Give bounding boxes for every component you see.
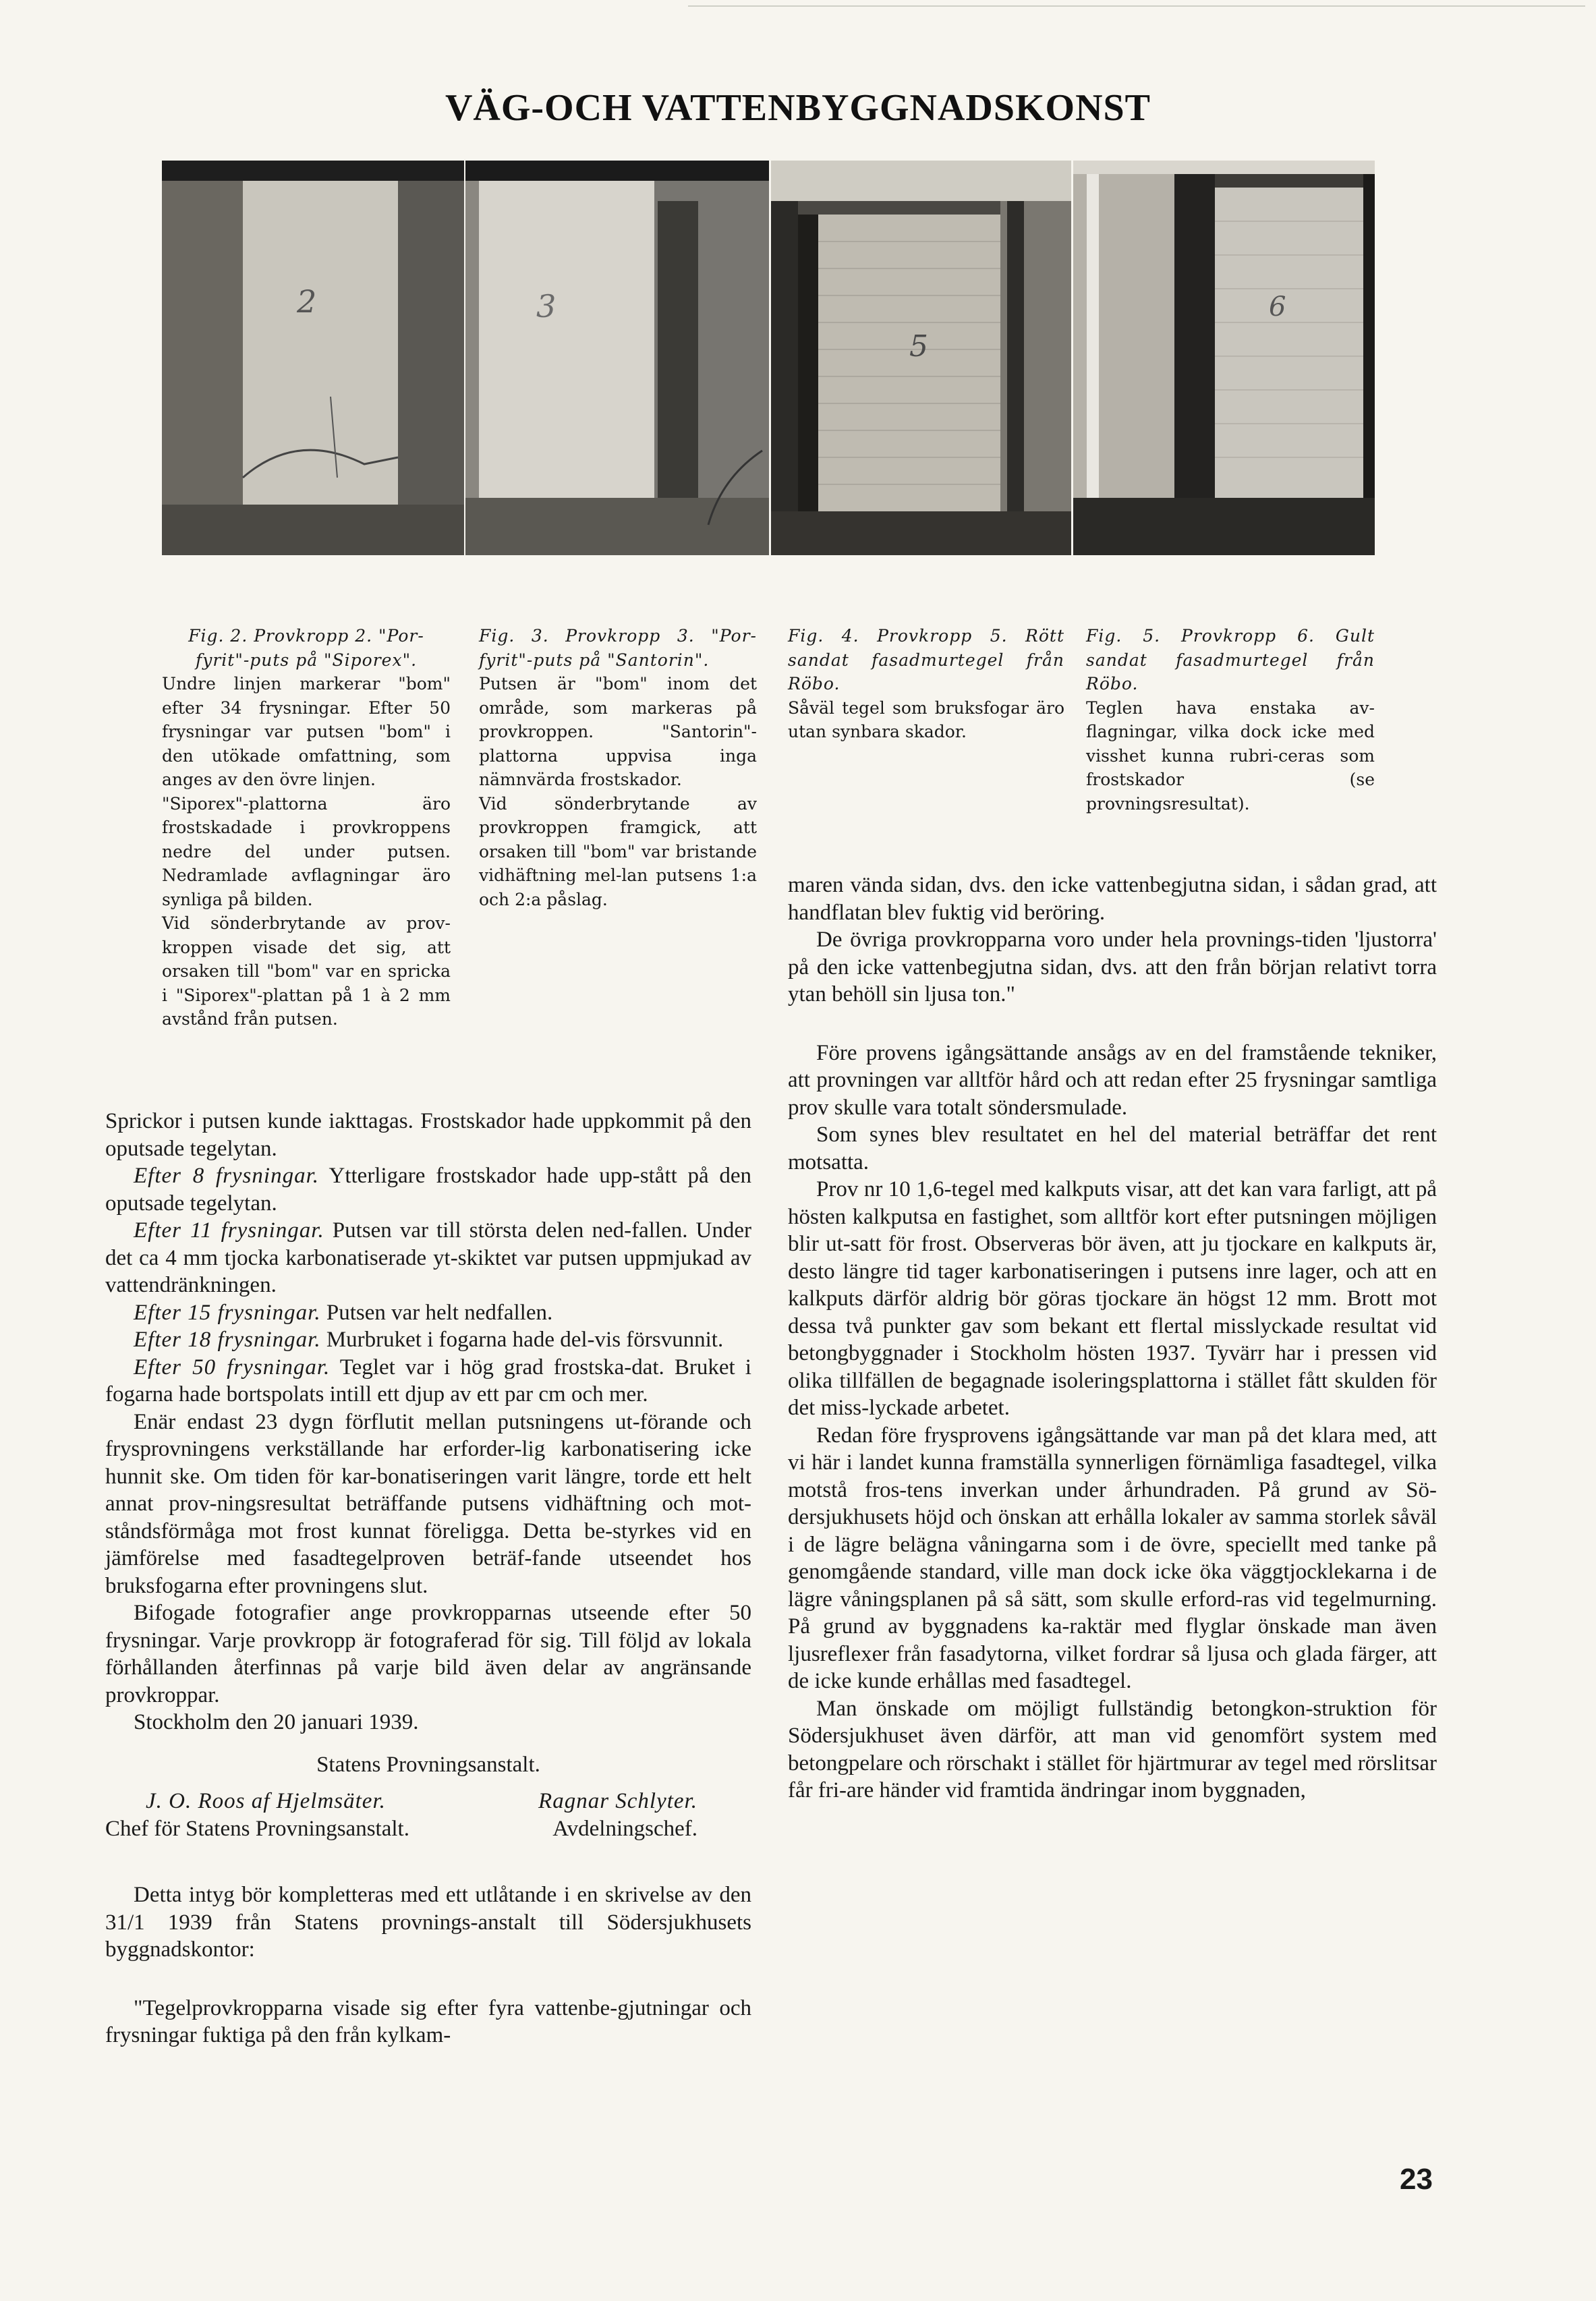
right-para-1: maren vända sidan, dvs. den icke vattenbegjutna sidan, i sådan grad, att handflatan blev fuktig vid beröring. [788, 873, 1437, 925]
caption-fig-3-text-2: Vid sönderbrytande av provkroppen framgick, att orsaken till "bom" var bristande vidhäftning mel-lan putsens 1:a och 2:a påslag. [479, 793, 757, 909]
top-rule [688, 5, 1585, 7]
page-header: VÄG-OCH VATTENBYGGNADSKONST [445, 87, 1151, 129]
signature-names [105, 1788, 751, 1815]
photo-provkropp-6 [1073, 161, 1375, 555]
caption-fig-2 [162, 624, 451, 1031]
signature-name-2: Ragnar Schlyter. [538, 1789, 697, 1813]
caption-fig-2-title: Fig. 2. Provkropp 2. "Por-fyrit"-puts på "Siporex". [188, 626, 424, 670]
caption-fig-3-title: Fig. 3. Provkropp 3. "Por-fyrit"-puts på "Santorin". [479, 626, 757, 670]
left-para-quote-start: "Tegelprovkropparna visade sig efter fyra vattenbe-gjutningar och frysningar fuktiga på den från kylkam- [105, 1995, 751, 2047]
caption-fig-2-text-2: "Siporex"-plattorna äro frostskadade i provkroppens nedre del under putsen. Nedramlade avflagningar äro synliga på bilden. [162, 793, 451, 909]
caption-fig-5-title: Fig. 5. Provkropp 6. Gult sandat fasadmurtegel från Röbo. [1086, 626, 1375, 693]
right-para-3: Före provens igångsättande ansågs av en del framstående tekniker, att provningen var alltför hård och att redan efter 25 frysningar samtliga prov skulle vara totalt söndersmulade. [788, 1040, 1437, 1120]
right-para-5: Prov nr 10 1,6-tegel med kalkputs visar, att det kan vara farligt, att på hösten kalkputsa en fastighet, som alltför kort efter putsningen möjligen blir ut-satt för frost. Observeras bör även, att ju tjockare en kalkputs är, desto längre tid tager karbonatiseringen i putsens inre lager, och att en kalkputs därför aldrig bör göras tjockare än högst 12 mm. Brott mot dessa två punkter gav som bekant ett flertal misslyckade resultat vid betongbyggnader i Stockholm hösten 1937. Tyvärr har i pressen vid olika tillfällen de begagnade isoleringsplattorna i stället fått skulden för det miss-lyckade arbetet. [788, 1177, 1437, 1420]
caption-fig-2-text-3: Vid sönderbrytande av prov-kroppen visade det sig, att orsaken till "bom" var en spricka i "Siporex"-plattan på 1 à 2 mm avstånd från putsen. [162, 913, 451, 1029]
right-para-7: Man önskade om möjligt fullständig betongkon-struktion för Södersjukhuset även därför, att man vid genomfört system med betongpelare och rörschakt i stället för hjärtmurar av tegel med rörslitsar får fri-are händer vid framtida ändringar inom byggnaden, [788, 1696, 1437, 1802]
signature-titles [105, 1815, 751, 1843]
signature-org: Statens Provningsanstalt. [316, 1752, 540, 1777]
caption-fig-4-title: Fig. 4. Provkropp 5. Rött sandat fasadmurtegel från Röbo. [788, 626, 1064, 693]
left-para-after-11: Efter 11 frysningar. Putsen var till största delen ned-fallen. Under det ca 4 mm tjocka karbonatiserade yt-skiktet var putsen uppmjukad av vattendränkningen. [105, 1218, 752, 1297]
page-number: 23 [1400, 2163, 1433, 2196]
photo-provkropp-2 [162, 161, 464, 555]
left-column [105, 1108, 751, 2049]
left-para-after-15: Efter 15 frysningar. Putsen var helt nedfallen. [134, 1300, 553, 1325]
left-para-after-8-label: Efter 8 frysningar. [134, 1164, 320, 1188]
left-para-photos: Bifogade fotografier ange provkropparnas utseende efter 50 frysningar. Varje provkropp är fotograferad för sig. Till följd av lokala förhållanden återfinnas på varje bild även delar av angränsande provkroppar. [105, 1601, 751, 1707]
left-para-after-50-label: Efter 50 frysningar. [134, 1355, 331, 1380]
left-para-after-18: Efter 18 frysningar. Murbruket i fogarna hade del-vis försvunnit. [134, 1328, 724, 1352]
caption-fig-3-text-1: Putsen är "bom" inom det område, som markeras på provkroppen. "Santorin"-plattorna uppvisa inga nämnvärda frostskador. [479, 674, 757, 789]
photo-label-2: 2 [297, 283, 317, 320]
signature-title-2: Avdelningschef. [552, 1816, 697, 1841]
left-para-carbonation: Enär endast 23 dygn förflutit mellan putsningens ut-förande och frysprovningens verkställande har erforder-lig karbonatisering icke hunnit ske. Om tiden för kar-bonatiseringen varit längre, torde ett helt annat prov-ningsresultat beträffande putsens vidhäftning och mot-ståndsförmåga mot frost kunnat föreligga. Detta be-styrkes vid en jämförelse med fasadtegelproven beträf-fande utseendet hos bruksfogarna efter provningens slut. [105, 1409, 751, 1598]
signature-name-1: J. O. Roos af Hjelmsäter. [146, 1789, 386, 1813]
right-para-2: De övriga provkropparna voro under hela provnings-tiden 'ljustorra' på den icke vattenbegjutna sidan, dvs. att den från början relativt torra ytan behöll sin ljusa ton." [788, 928, 1437, 1006]
left-para-date: Stockholm den 20 januari 1939. [134, 1710, 419, 1734]
caption-fig-4 [788, 624, 1064, 744]
signature-title-1: Chef för Statens Provningsanstalt. [105, 1816, 409, 1841]
photo-label-3: 3 [536, 288, 557, 324]
left-para-after-8: Efter 8 frysningar. Ytterligare frostskador hade upp-stått på den oputsade tegelytan. [105, 1164, 751, 1216]
left-para-after-18-label: Efter 18 frysningar. [134, 1328, 321, 1352]
caption-fig-4-text-1: Såväl tegel som bruksfogar äro utan synbara skador. [788, 698, 1064, 741]
left-para-1: Sprickor i putsen kunde iakttagas. Frostskador hade uppkommit på den oputsade tegelytan. [105, 1109, 751, 1161]
caption-fig-5-text-1: Teglen hava enstaka av-flagningar, vilka dock icke med visshet kunna rubri-ceras som frostskador (se provningsresultat). [1086, 698, 1375, 814]
photo-label-6: 6 [1269, 291, 1286, 322]
photo-label-5: 5 [909, 329, 928, 364]
caption-fig-3 [479, 624, 757, 911]
photo-provkropp-3 [465, 161, 769, 555]
right-para-6: Redan före frysprovens igångsättande var man på det klara med, att vi här i landet kunna framställa synnerligen förnämliga fasadtegel, vilka motstå fros-tens inverkan under århundraden. På grund av Sö-dersjukhusets höjd och önskan att erhålla lokaler av samma storlek såväl i de lägre belägna våningarna som i de övre, speciellt med tanke på genomgående standard, ville man dock icke öka väggtjocklekarna i de lägre våningsplanen på så sätt, som skulle erford-ras vid tegelmurning. På grund av byggnadens ka-raktär med flyglar önskade man även ljusreflexer från fasadytorna, vilket fordrar så ljusa och glada färger, att de icke kunde erhållas med fasadtegel. [788, 1423, 1437, 1693]
left-para-supplement: Detta intyg bör kompletteras med ett utlåtande i en skrivelse av den 31/1 1939 från Statens provnings-anstalt till Södersjukhusets byggnadskontor: [105, 1883, 751, 1962]
right-para-4: Som synes blev resultatet en hel del material beträffar det rent motsatta. [788, 1123, 1437, 1174]
photo-strip [162, 161, 1375, 555]
left-para-after-15-label: Efter 15 frysningar. [134, 1300, 321, 1325]
caption-fig-5 [1086, 624, 1375, 816]
photo-provkropp-5 [771, 161, 1071, 555]
right-column [788, 872, 1437, 1805]
left-para-after-11-label: Efter 11 frysningar. [134, 1218, 324, 1243]
left-para-after-50: Efter 50 frysningar. Teglet var i hög grad frostska-dat. Bruket i fogarna hade bortspolats intill ett djup av ett par cm och mer. [105, 1355, 751, 1407]
caption-fig-2-text-1: Undre linjen markerar "bom" efter 34 frysningar. Efter 50 frysningar var putsen "bom" i den utökade omfattning, som anges av den övre linjen. [162, 674, 451, 789]
